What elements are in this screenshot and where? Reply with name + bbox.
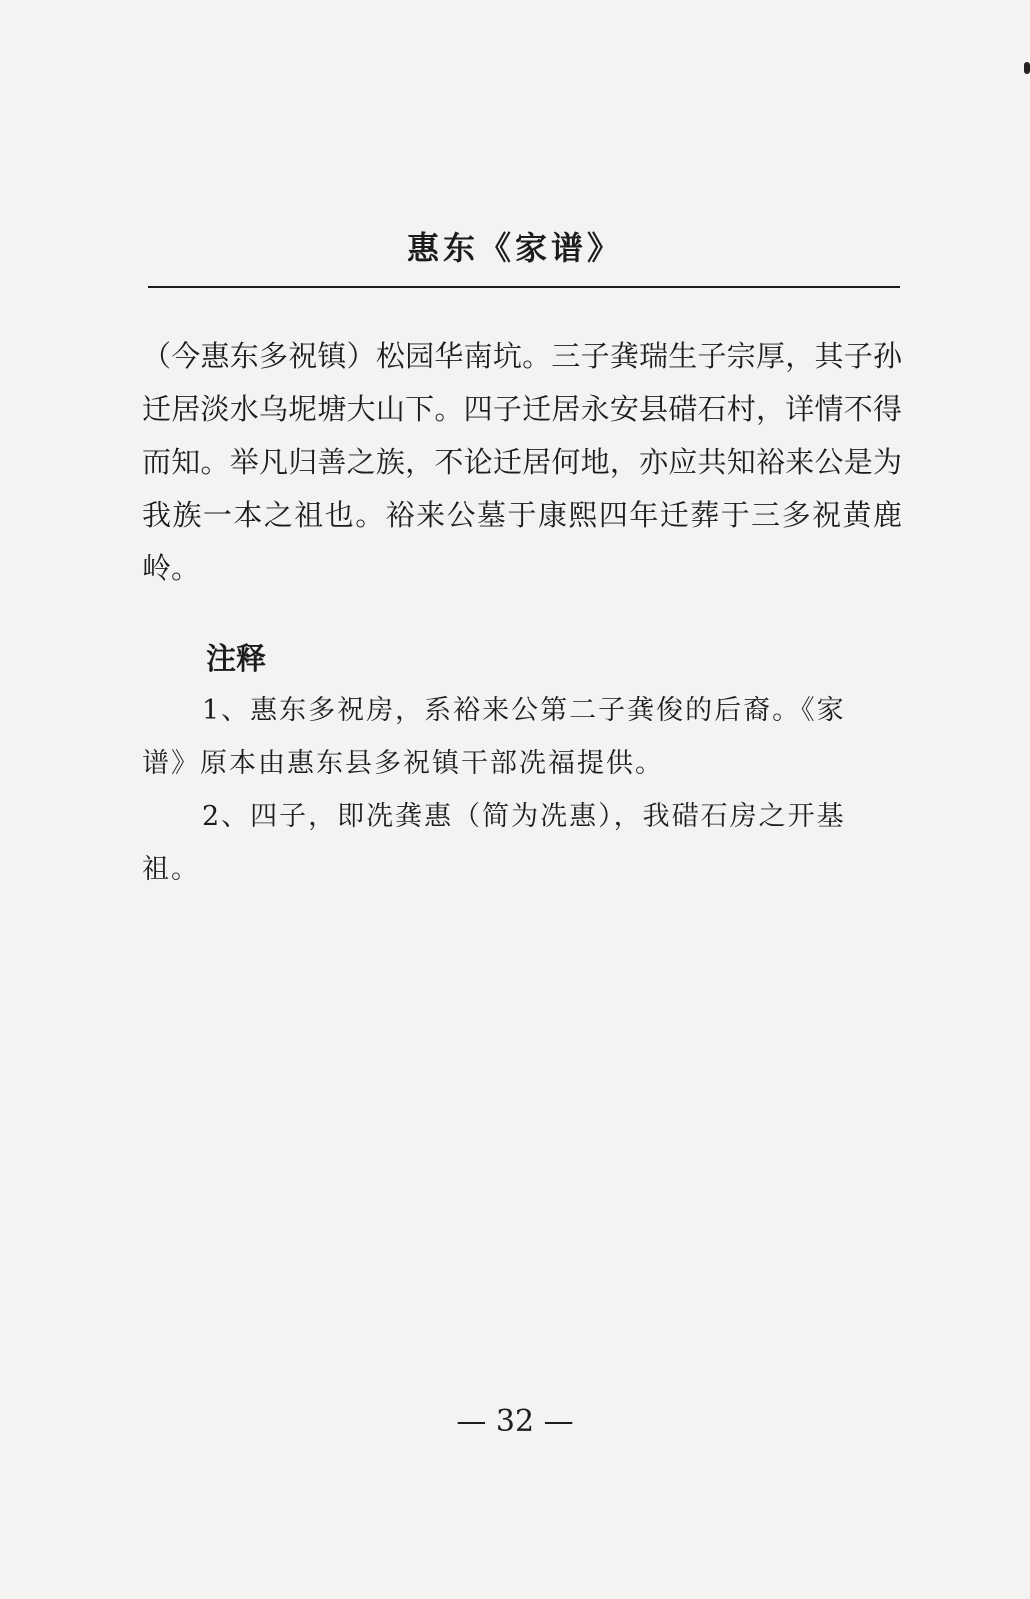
notes-heading: 注释 — [206, 642, 266, 677]
notes-list — [142, 684, 884, 896]
body-paragraph: （今惠东多祝镇）松园华南坑。三子龚瑞生子宗厚，其子孙迁居淡水乌坭塘大山下。四子迁居永安县碏石村，详情不得而知。举凡归善之族，不论迁居何地，亦应共知裕来公是为我族一本之祖也。裕来公墓于康熙四年迁葬于三多祝黄鹿岭。 — [142, 339, 902, 585]
scan-mark — [1024, 62, 1030, 74]
note-item: 2、四子，即冼龚惠（简为冼惠），我碏石房之开基祖。 — [142, 801, 846, 885]
page-number: — 32 — — [456, 1404, 574, 1439]
header-rule — [148, 286, 900, 288]
running-header-title: 惠东《家谱》 — [406, 229, 623, 267]
body-text — [142, 330, 902, 595]
note-item: 1、惠东多祝房，系裕来公第二子龚俊的后裔。《家谱》原本由惠东县多祝镇干部冼福提供。 — [142, 695, 846, 779]
